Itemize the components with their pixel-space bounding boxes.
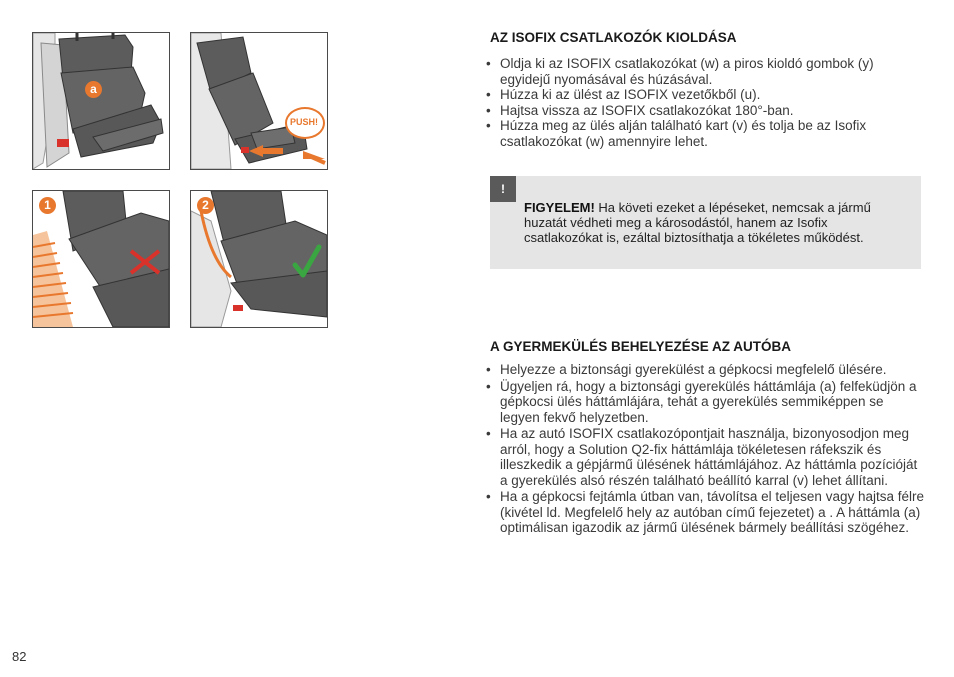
illustration-seat-label-a	[32, 32, 170, 170]
warning-box	[490, 176, 921, 269]
list-item: • Oldja ki az ISOFIX csatlakozókat (w) a piros kioldó gombok (y) egyidejű nyomásával és húzásával.	[486, 56, 926, 87]
push-label: PUSH!	[289, 117, 318, 127]
list-item: • Hajtsa vissza az ISOFIX csatlakozókat 180°-ban.	[486, 103, 926, 119]
illustration-correct-position	[190, 190, 328, 328]
warning-text	[524, 200, 904, 245]
isofix-section-title: AZ ISOFIX CSATLAKOZÓK KIOLDÁSA	[490, 30, 737, 45]
list-item: • Ha az autó ISOFIX csatlakozópontjait használja, bizonyosodjon meg arról, hogy a Solution Q2-fix háttámlája tökéletesen ráfekszik és illeszkedik a gépjármű ülésének háttámlájához. Az háttámla pozícióját a gyerekülés alsó részén található beállító karral (v) lehet állítani.	[486, 426, 926, 488]
install-section-title: A GYERMEKÜLÉS BEHELYEZÉSE AZ AUTÓBA	[490, 339, 792, 354]
callout-a: a	[85, 81, 102, 98]
callout-2: 2	[197, 197, 214, 214]
list-item: • Helyezze a biztonsági gyerekülést a gépkocsi megfelelő ülésére.	[486, 362, 926, 378]
illustration-seat-push	[190, 32, 328, 170]
isofix-steps-list	[486, 56, 926, 149]
warning-heading: FIGYELEM!	[524, 200, 595, 215]
list-item: • Ügyeljen rá, hogy a biztonsági gyerekülés háttámlája (a) felfeküdjön a gépkocsi ülés háttámlájára, tehát a gyerekülés semmiképpen se legyen fekvő helyzetben.	[486, 379, 926, 426]
list-item: • Ha a gépkocsi fejtámla útban van, távolítsa el teljesen vagy hajtsa félre (kivétel ld. Megfelelő hely az autóban című fejezetet) a . A háttámla (a) optimálisan igazodik az jármű ülésének bármely beállítási szögéhez.	[486, 489, 926, 536]
warning-icon: !	[490, 176, 516, 202]
warning-body: Ha követi ezeket a lépéseket, nemcsak a jármű huzatát védheti meg a károsodástól, hanem az Isofix csatlakozókat is, ezáltal biztosíthatja a tökéletes működést.	[524, 200, 871, 245]
list-item: • Húzza meg az ülés alján található kart (v) és tolja be az Isofix csatlakozókat (w) amennyire lehet.	[486, 118, 926, 149]
list-item: • Húzza ki az ülést az ISOFIX vezetőkből (u).	[486, 87, 926, 103]
callout-1: 1	[39, 197, 56, 214]
illustration-wrong-position	[32, 190, 170, 328]
page-number: 82	[12, 649, 27, 664]
install-steps-list	[486, 362, 926, 537]
